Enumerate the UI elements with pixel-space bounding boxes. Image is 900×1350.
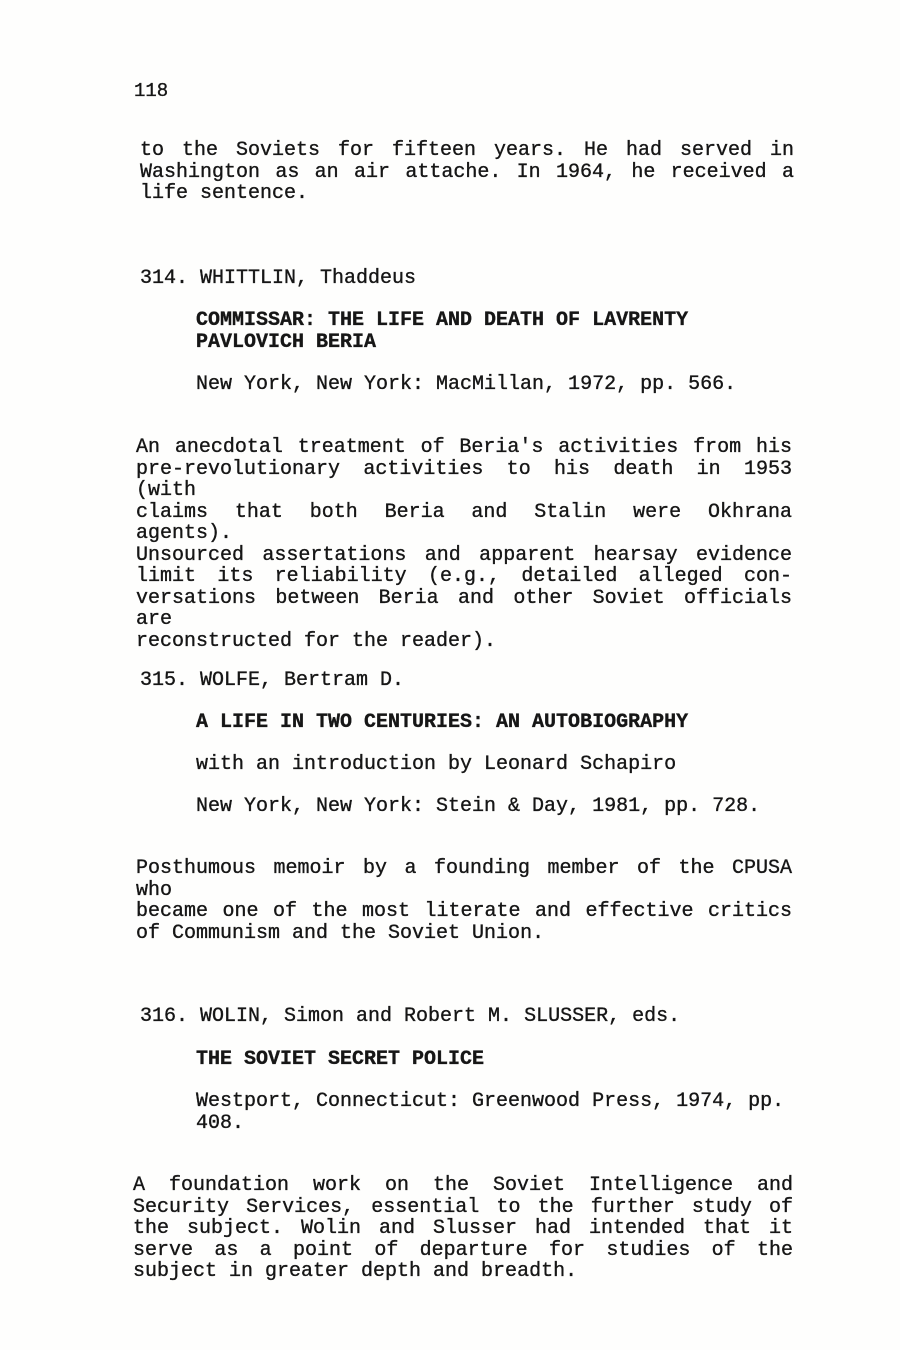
imprint-line: New York, New York: Stein & Day, 1981, pp. 728. [196, 795, 761, 818]
intro-paragraph [140, 140, 794, 205]
annotation-line: A foundation work on the Soviet Intelligence and [133, 1174, 793, 1197]
annotation-line: claims that both Beria and Stalin were Okhrana agents). [136, 500, 792, 545]
book-title-316 [196, 1049, 484, 1071]
entry-heading-315 [140, 670, 404, 692]
note-line: with an introduction by Leonard Schapiro [196, 753, 677, 776]
entry-author: 314. WHITTLIN, Thaddeus [140, 267, 417, 290]
annotation-316 [133, 1175, 793, 1283]
imprint-line: Westport, Connecticut: Greenwood Press, 1974, pp. [196, 1090, 785, 1113]
annotation-315 [136, 858, 792, 944]
title-line: COMMISSAR: THE LIFE AND DEATH OF LAVRENTY [196, 309, 689, 332]
annotation-line: became one of the most literate and effective critics [136, 900, 792, 923]
annotation-line: Posthumous memoir by a founding member of the CPUSA who [136, 857, 792, 902]
annotation-line: subject in greater depth and breadth. [133, 1260, 578, 1283]
annotation-314 [136, 437, 792, 652]
book-title-314 [196, 310, 796, 354]
annotation-line: An anecdotal treatment of Beria's activities from his [136, 436, 792, 459]
imprint-line: New York, New York: MacMillan, 1972, pp. 566. [196, 373, 737, 396]
annotation-line: the subject. Wolin and Slusser had intended that it [133, 1217, 793, 1240]
annotation-line: Security Services, essential to the further study of [133, 1195, 793, 1219]
imprint-316 [196, 1091, 796, 1135]
entry-author: 316. WOLIN, Simon and Robert M. SLUSSER, eds. [140, 1005, 681, 1028]
annotation-line: Unsourced assertations and apparent hearsay evidence [136, 543, 792, 567]
page-number: 118 [134, 80, 169, 102]
annotation-line: serve as a point of departure for studies of the [133, 1238, 793, 1262]
entry-heading-314 [140, 268, 416, 290]
imprint-line: 408. [196, 1112, 245, 1135]
title-note-315 [196, 754, 676, 776]
annotation-line: of Communism and the Soviet Union. [136, 921, 545, 945]
entry-author: 315. WOLFE, Bertram D. [140, 669, 405, 692]
imprint-315 [196, 796, 760, 818]
paragraph-line: to the Soviets for fifteen years. He had served in [140, 139, 794, 162]
annotation-line: reconstructed for the reader). [136, 629, 497, 653]
imprint-314 [196, 374, 736, 396]
annotation-line: versations between Beria and other Soviet officials are [136, 586, 792, 631]
title-line: A LIFE IN TWO CENTURIES: AN AUTOBIOGRAPHY [196, 711, 689, 734]
title-line: PAVLOVICH BERIA [196, 331, 377, 354]
paragraph-line: Washington as an air attache. In 1964, he received a [140, 160, 794, 184]
paragraph-line: life sentence. [140, 182, 309, 205]
annotation-line: limit its reliability (e.g., detailed alleged con- [136, 565, 792, 588]
book-title-315 [196, 712, 688, 734]
title-line: THE SOVIET SECRET POLICE [196, 1048, 485, 1071]
entry-heading-316 [140, 1006, 680, 1028]
annotation-line: pre-revolutionary activities to his death in 1953 (with [136, 457, 792, 502]
